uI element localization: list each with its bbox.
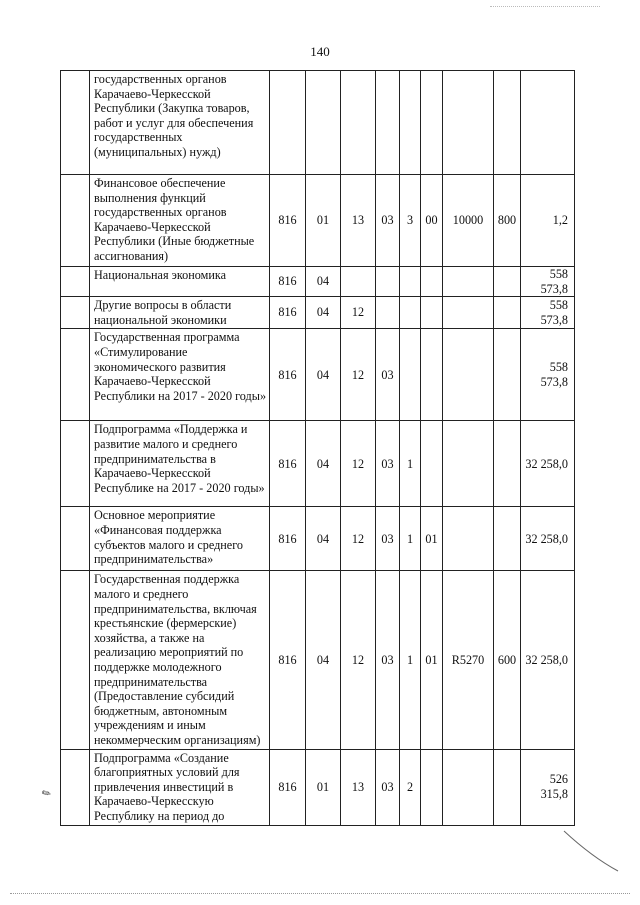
cell-subsection: 13 (341, 175, 376, 267)
row-name: Государственная поддержка малого и среднего предпринимательства, включая крестьянские (фермерские) хозяйства, а также на реализацию мероприятий по поддержке молодежного предпринимательства (Предоставление субсидий бюджетным, автономным учреждениям и иным некоммерческим организациям) (90, 571, 270, 749)
cell-subsection: 12 (341, 571, 376, 749)
table-row (61, 267, 575, 297)
cell-subsection: 13 (341, 749, 376, 825)
cell-subsection (341, 267, 376, 297)
table-row (61, 71, 575, 175)
cell-direction (443, 329, 494, 421)
cell-code: 816 (270, 329, 306, 421)
cell-subprogram (400, 329, 421, 421)
cell-direction (443, 749, 494, 825)
cell-code: 816 (270, 175, 306, 267)
cell-amount: 558 573,8 (521, 297, 575, 329)
cell-expense-type (494, 267, 521, 297)
cell-program: 03 (376, 175, 400, 267)
row-marker-cell (61, 507, 90, 571)
cell-subsection: 12 (341, 421, 376, 507)
cell-direction (443, 421, 494, 507)
cell-expense-type (494, 329, 521, 421)
cell-amount: 558 573,8 (521, 329, 575, 421)
row-name: Основное мероприятие «Финансовая поддержка субъектов малого и среднего предпринимательства» (90, 507, 270, 571)
page-number: 140 (310, 44, 330, 59)
cell-direction (443, 297, 494, 329)
cell-main-event: 01 (421, 571, 443, 749)
cell-section: 01 (306, 749, 341, 825)
margin-mark: ✎ (39, 786, 54, 802)
cell-program (376, 297, 400, 329)
table-row (61, 297, 575, 329)
cell-section (306, 71, 341, 175)
cell-program: 03 (376, 749, 400, 825)
cell-subsection: 12 (341, 507, 376, 571)
cell-subprogram (400, 267, 421, 297)
budget-table (60, 70, 575, 826)
cell-amount: 558 573,8 (521, 267, 575, 297)
cell-main-event (421, 267, 443, 297)
cell-expense-type: 600 (494, 571, 521, 749)
row-marker-cell (61, 71, 90, 175)
table-row (61, 571, 575, 749)
row-name: Финансовое обеспечение выполнения функций государственных органов Карачаево-Черкесской Республики (Иные бюджетные ассигнования) (90, 175, 270, 267)
row-marker-cell (61, 571, 90, 749)
table-row (61, 749, 575, 825)
cell-subprogram: 1 (400, 421, 421, 507)
cell-code: 816 (270, 571, 306, 749)
cell-main-event (421, 329, 443, 421)
cell-expense-type (494, 421, 521, 507)
cell-code: 816 (270, 297, 306, 329)
cell-subprogram: 2 (400, 749, 421, 825)
cell-direction: R5270 (443, 571, 494, 749)
cell-section: 04 (306, 571, 341, 749)
cell-program (376, 267, 400, 297)
cell-amount: 32 258,0 (521, 571, 575, 749)
cell-subsection: 12 (341, 329, 376, 421)
row-name: государственных органов Карачаево-Черкесской Республики (Закупка товаров, работ и услуг для обеспечения государственных (муниципальных) нужд) (90, 71, 270, 175)
cell-expense-type (494, 297, 521, 329)
cell-program: 03 (376, 507, 400, 571)
cell-code: 816 (270, 749, 306, 825)
cell-code: 816 (270, 421, 306, 507)
cell-program: 03 (376, 329, 400, 421)
row-marker-cell (61, 267, 90, 297)
row-name: Национальная экономика (90, 267, 270, 297)
cell-subsection (341, 71, 376, 175)
cell-main-event (421, 297, 443, 329)
cell-subprogram (400, 297, 421, 329)
cell-main-event (421, 71, 443, 175)
bottom-dotted-line (10, 893, 630, 894)
cell-section: 04 (306, 329, 341, 421)
cell-section: 01 (306, 175, 341, 267)
cell-code: 816 (270, 267, 306, 297)
cell-direction: 10000 (443, 175, 494, 267)
cell-section: 04 (306, 507, 341, 571)
cell-code (270, 71, 306, 175)
cell-section: 04 (306, 421, 341, 507)
cell-main-event (421, 749, 443, 825)
cell-amount: 32 258,0 (521, 421, 575, 507)
cell-direction (443, 267, 494, 297)
row-marker-cell (61, 297, 90, 329)
cell-amount: 526 315,8 (521, 749, 575, 825)
cell-program: 03 (376, 571, 400, 749)
row-marker-cell (61, 749, 90, 825)
cell-subprogram (400, 71, 421, 175)
row-marker-cell (61, 421, 90, 507)
cell-subsection: 12 (341, 297, 376, 329)
cell-amount: 1,2 (521, 175, 575, 267)
row-name: Другие вопросы в области национальной экономики (90, 297, 270, 329)
table-row (61, 507, 575, 571)
cell-section: 04 (306, 297, 341, 329)
cell-code: 816 (270, 507, 306, 571)
top-dotted-line (490, 6, 600, 7)
cell-amount: 32 258,0 (521, 507, 575, 571)
cell-section: 04 (306, 267, 341, 297)
row-name: Подпрограмма «Поддержка и развитие малого и среднего предпринимательства в Карачаево-Черкесской Республике на 2017 - 2020 годы» (90, 421, 270, 507)
cell-program (376, 71, 400, 175)
corner-stroke (562, 827, 622, 877)
cell-direction (443, 71, 494, 175)
table-row (61, 329, 575, 421)
cell-main-event: 00 (421, 175, 443, 267)
cell-expense-type (494, 71, 521, 175)
cell-main-event: 01 (421, 507, 443, 571)
cell-subprogram: 1 (400, 571, 421, 749)
cell-main-event (421, 421, 443, 507)
table-row (61, 175, 575, 267)
cell-expense-type (494, 749, 521, 825)
row-name: Подпрограмма «Создание благоприятных условий для привлечения инвестиций в Карачаево-Черкесскую Республику на период до (90, 749, 270, 825)
cell-subprogram: 1 (400, 507, 421, 571)
cell-program: 03 (376, 421, 400, 507)
table-body (61, 71, 575, 826)
row-name: Государственная программа «Стимулирование экономического развития Карачаево-Черкесской Республики на 2017 - 2020 годы» (90, 329, 270, 421)
row-marker-cell (61, 175, 90, 267)
cell-subprogram: 3 (400, 175, 421, 267)
row-marker-cell (61, 329, 90, 421)
cell-amount (521, 71, 575, 175)
cell-direction (443, 507, 494, 571)
cell-expense-type: 800 (494, 175, 521, 267)
table-row (61, 421, 575, 507)
cell-expense-type (494, 507, 521, 571)
